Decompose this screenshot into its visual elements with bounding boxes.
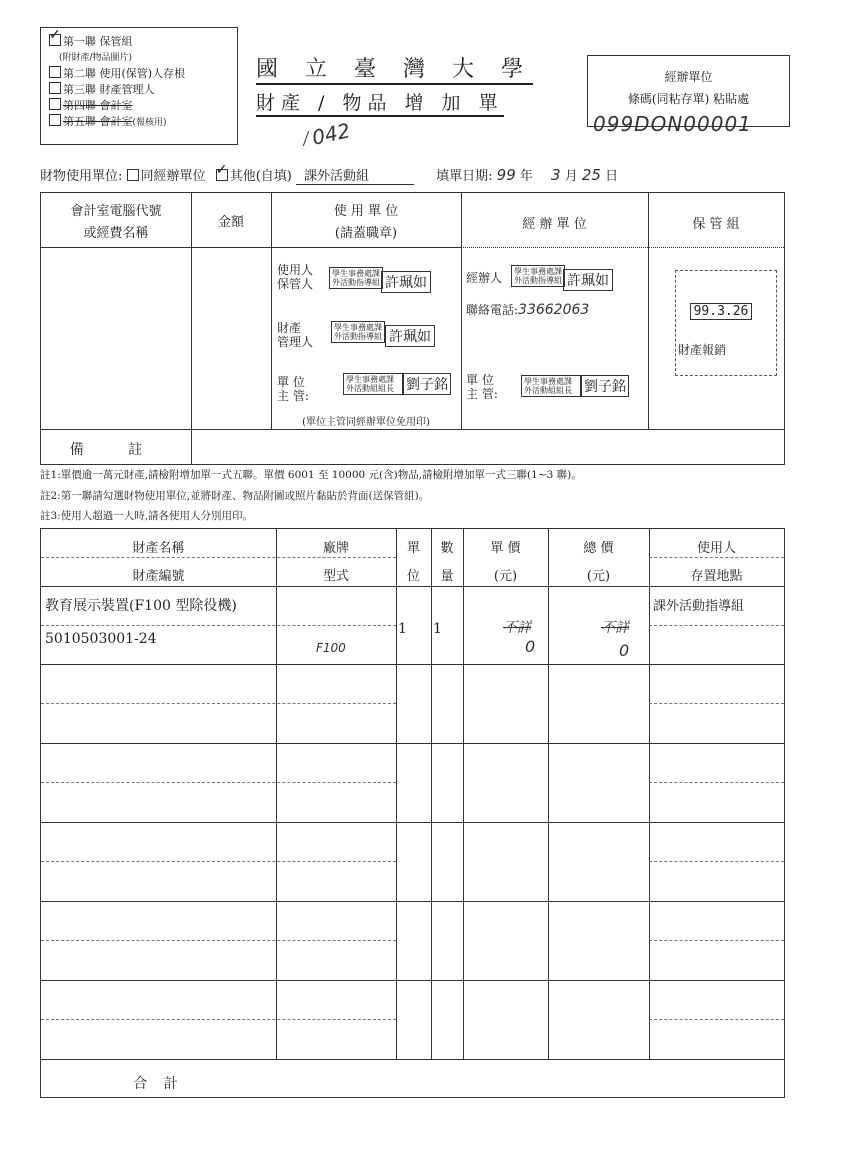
name-stamp: 許珮如 (381, 271, 431, 293)
received-date: 99.3.26 (690, 303, 752, 320)
divider (649, 1019, 784, 1020)
header-unit-1: 單 (406, 541, 420, 556)
item-user[interactable]: 課外活動指導組 (653, 599, 745, 614)
copy-item-5: 第五聯 會計室(報核用) (49, 114, 237, 131)
header-price-2: (元) (493, 569, 518, 584)
item-price[interactable]: 0 (525, 637, 536, 656)
total-label: 合 計 (133, 1076, 184, 1092)
approval-table (40, 192, 785, 465)
divider (41, 625, 396, 626)
year-suffix: 年 (519, 169, 533, 184)
header-custody: 保 管 組 (692, 217, 740, 232)
copy-item-1-note: (附財產/物品圖片) (59, 53, 133, 63)
phone-row (466, 301, 589, 318)
item-price-struck: 不詳 (503, 620, 531, 636)
header-handling-unit: 經 辦 單 位 (522, 217, 587, 232)
handwritten-number: 042 (309, 118, 353, 150)
month-suffix: 月 (564, 169, 578, 184)
label-user-keeper: 使用人 保管人 (277, 263, 314, 291)
header-qty-2: 量 (440, 569, 454, 584)
barcode-label-1: 經辦單位 (664, 70, 713, 84)
checkbox-icon[interactable] (49, 82, 61, 94)
note-2: 註2:第一聯請勾選財物使用單位,並將財產、物品附圖或照片黏貼於背面(送保管組)。 (40, 490, 430, 502)
usage-unit-label: 財物使用單位: (40, 169, 123, 184)
label-unit-head: 單 位 主 管: (277, 375, 309, 403)
org-stamp: 學生事務處課外活動指導組 (331, 321, 385, 343)
head-org-stamp: 學生事務處課外活動組組長 (521, 375, 581, 397)
barcode-label-2: 條碼(同粘存單) 粘貼處 (627, 92, 750, 106)
divider (41, 586, 784, 587)
divider (649, 861, 784, 862)
divider (649, 703, 784, 704)
header-price-1: 單 價 (490, 541, 521, 556)
divider (41, 557, 396, 558)
header-property-code: 財產編號 (132, 569, 185, 584)
date-year[interactable]: 99 (496, 166, 516, 184)
note-3: 註3:使用人超過一人時,請各使用人分別用印。 (40, 510, 254, 522)
option-other: 其他(自填) (229, 169, 292, 184)
checkbox-icon[interactable] (49, 114, 61, 126)
divider (41, 782, 396, 783)
usage-unit-row (40, 165, 618, 185)
form-title: 國 立 臺 灣 大 學 (256, 52, 533, 85)
label-unit-head: 單 位 主 管: (466, 373, 498, 401)
label-handler: 經辦人 (466, 271, 503, 285)
item-model[interactable]: F100 (316, 641, 346, 655)
divider (649, 940, 784, 941)
header-property-name: 財產名稱 (132, 541, 185, 556)
name-stamp: 許珮如 (385, 325, 435, 347)
header-location: 存置地點 (690, 569, 743, 584)
checkbox-icon[interactable] (49, 98, 61, 110)
divider (41, 429, 784, 430)
footnote-head: (單位主管同經辦單位免用印) (302, 417, 430, 428)
copy-item-3: 第三聯 財產管理人 (49, 82, 237, 98)
checkbox-checked-icon[interactable] (216, 169, 228, 181)
header-user-unit: 使 用 單 位 (請蓋職章) (333, 204, 399, 241)
org-stamp: 學生事務處課外活動指導組 (329, 267, 383, 289)
items-table (40, 528, 785, 1098)
divider (41, 822, 784, 823)
received-text: 財產報銷 (678, 343, 727, 357)
divider (191, 429, 192, 465)
head-org-stamp: 學生事務處課外活動組組長 (343, 373, 403, 395)
divider (649, 782, 784, 783)
item-code[interactable]: 5010503001-24 (45, 631, 157, 647)
copy-item-4: 第四聯 會計室 (49, 98, 237, 114)
form-subtitle: 財產 / 物品 增 加 單 (256, 88, 504, 117)
name-stamp: 許珮如 (563, 269, 613, 291)
divider (41, 940, 396, 941)
pen-mark (303, 131, 309, 146)
label-property-manager: 財產 管理人 (277, 321, 314, 349)
header-brand: 廠牌 (322, 541, 349, 556)
header-accounting-code: 會計室電腦代號 或經費名稱 (70, 204, 162, 241)
item-name[interactable]: 教育展示裝置(F100 型除役機) (45, 598, 237, 614)
divider (649, 557, 784, 558)
header-total-1: 總 價 (583, 541, 614, 556)
header-qty-1: 數 (440, 541, 454, 556)
header-amount: 金額 (217, 215, 244, 230)
copy-checklist (40, 27, 238, 145)
divider (41, 743, 784, 744)
date-label: 填單日期: (436, 169, 493, 184)
org-stamp: 學生事務處課外活動指導組 (511, 265, 565, 287)
date-day[interactable]: 25 (581, 166, 601, 184)
header-model: 型式 (322, 569, 349, 584)
received-stamp (675, 270, 777, 376)
divider (41, 1059, 784, 1060)
checkbox-icon[interactable] (49, 66, 61, 78)
header-unit-2: 位 (406, 569, 420, 584)
divider (41, 664, 784, 665)
phone-value[interactable]: 33662063 (518, 302, 590, 318)
date-month[interactable]: 3 (551, 166, 561, 184)
head-name-stamp: 劉子銘 (403, 373, 451, 395)
checkbox-icon[interactable] (127, 169, 139, 181)
divider (41, 1019, 396, 1020)
note-1: 註1:單價逾一萬元財產,請檢附增加單一式五聯。單價 6001 至 10000 元(含)物品,請檢附增加單一式三聯(1~3 聯)。 (40, 469, 582, 481)
checkbox-checked-icon[interactable] (49, 34, 61, 46)
divider (649, 625, 784, 626)
divider (41, 703, 396, 704)
divider (461, 247, 784, 248)
day-suffix: 日 (605, 169, 619, 184)
remarks-label: 備 註 (69, 442, 163, 458)
usage-unit-value[interactable]: 課外活動組 (296, 165, 414, 185)
divider (41, 901, 784, 902)
divider (41, 980, 784, 981)
barcode-number: 099DON00001 (593, 112, 752, 136)
divider (41, 861, 396, 862)
item-qty[interactable]: 1 (433, 621, 442, 637)
item-unit[interactable]: 1 (398, 621, 407, 637)
head-name-stamp: 劉子銘 (581, 375, 629, 397)
copy-item-2: 第二聯 使用(保管)人存根 (49, 66, 237, 82)
option-same-unit: 同經辦單位 (140, 169, 206, 184)
header-user: 使用人 (696, 541, 736, 556)
item-total[interactable]: 0 (619, 641, 630, 660)
divider (41, 247, 461, 248)
item-total-struck: 不詳 (601, 620, 629, 636)
header-total-2: (元) (586, 569, 611, 584)
copy-item-1: ✓第一聯 保管組 (49, 34, 237, 50)
phone-label: 聯絡電話: (466, 303, 519, 317)
